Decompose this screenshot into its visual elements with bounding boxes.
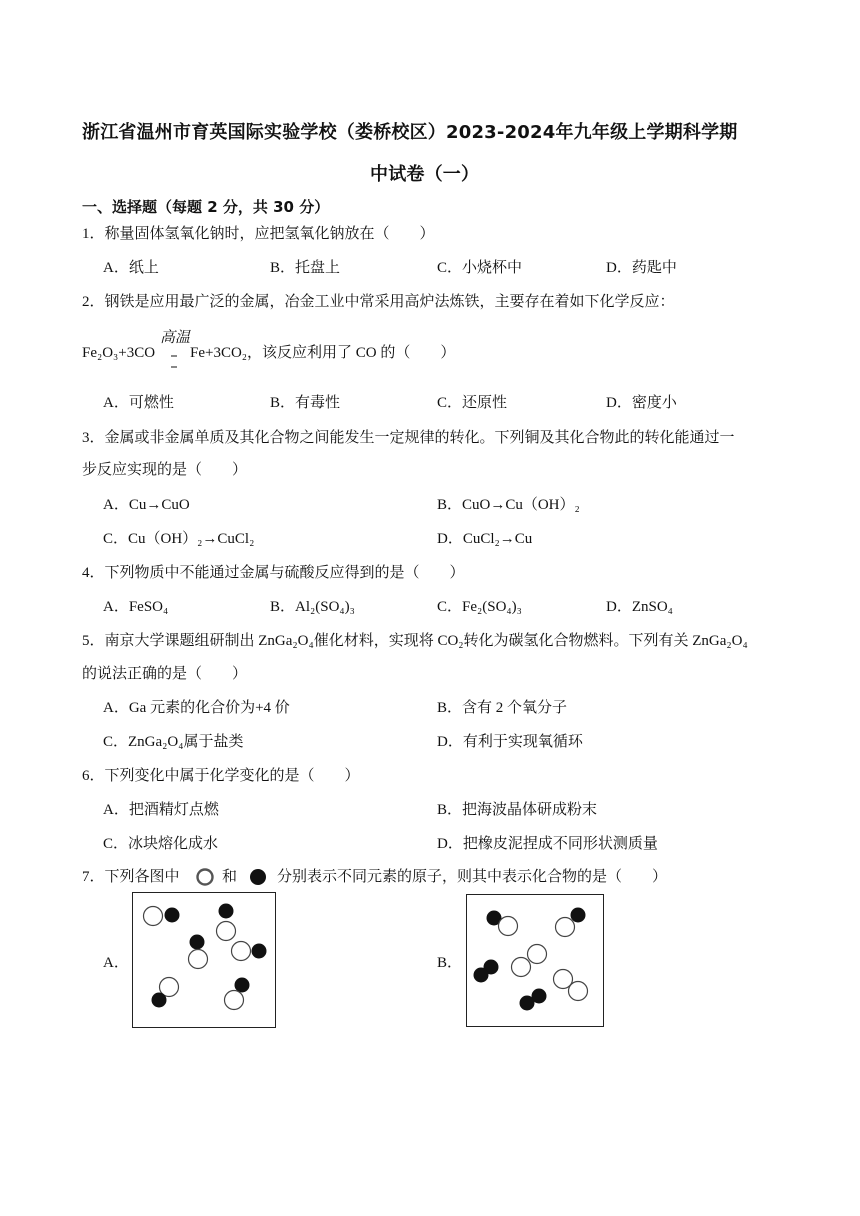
question-3-stem-line1: 3．金属或非金属单质及其化合物之间能发生一定规律的转化。下列铜及其化合物此的转化能通过一 (82, 430, 735, 446)
question-5-stem-line2: 的说法正确的是（ ） (82, 666, 248, 682)
question-1-option-b: B．托盘上 (270, 260, 341, 276)
question-7-option-b: B． (437, 955, 463, 971)
question-5-option-b: B．含有 2 个氧分子 (437, 700, 568, 716)
diagram-b (466, 894, 604, 1027)
diagram-a-black-atom (152, 993, 167, 1008)
question-2-option-b: B．有毒性 (270, 395, 341, 411)
reaction-condition: 高温 (160, 330, 191, 346)
question-4-option-d: D．ZnSO₄ (606, 599, 673, 615)
question-5-option-c: C．ZnGa₂O₄属于盐类 (103, 734, 244, 750)
question-1-option-a: A．纸上 (103, 260, 159, 276)
question-6-option-b: B．把海波晶体研成粉末 (437, 802, 598, 818)
question-1-stem: 1．称量固体氢氧化钠时，应把氢氧化钠放在（ ） (82, 226, 435, 242)
diagram-a-white-atom (189, 950, 208, 969)
section-heading: 一、选择题（每题 2 分，共 30 分） (82, 198, 330, 216)
diagram-b-white-atom (556, 918, 575, 937)
diagram-b-white-atom (528, 945, 547, 964)
question-2-option-d: D．密度小 (606, 395, 677, 411)
question-4-option-b: B．Al₂(SO₄)₃ (270, 599, 355, 615)
question-4-stem: 4．下列物质中不能通过金属与硫酸反应得到的是（ ） (82, 565, 465, 581)
equation-left: Fe₂O₃+3CO (82, 345, 156, 361)
question-7-option-a: A． (103, 955, 129, 971)
diagram-b-white-atom (499, 917, 518, 936)
diagram-b-black-atom (571, 908, 586, 923)
question-3-option-b: B．CuO→Cu（OH）₂ (437, 497, 580, 513)
question-4-option-a: A．FeSO₄ (103, 599, 169, 615)
diagram-a-black-atom (219, 904, 234, 919)
diagram-a-white-atom (144, 907, 163, 926)
question-2-option-a: A．可燃性 (103, 395, 174, 411)
question-7-stem-b: 和 (222, 869, 238, 885)
question-2-stem: 2．钢铁是应用最广泛的金属，冶金工业中常采用高炉法炼铁，主要存在着如下化学反应： (82, 294, 675, 310)
diagram-a-black-atom (235, 978, 250, 993)
diagram-a-white-atom (217, 922, 236, 941)
diagram-a (132, 892, 276, 1028)
white-atom-icon (195, 867, 215, 887)
diagram-a-white-atom (232, 942, 251, 961)
question-5-option-d: D．有利于实现氧循环 (437, 734, 583, 750)
page-title-line2: 中试卷（一） (370, 164, 480, 185)
diagram-b-white-atom (512, 958, 531, 977)
question-3-stem-line2: 步反应实现的是（ ） (82, 462, 248, 478)
question-2-option-c: C．还原性 (437, 395, 508, 411)
question-3-option-c: C．Cu（OH）₂→CuCl₂ (103, 531, 255, 547)
question-1-option-d: D．药匙中 (606, 260, 677, 276)
question-6-option-c: C．冰块熔化成水 (103, 836, 219, 852)
equation-right: Fe+3CO₂，该反应利用了 CO 的（ ） (190, 345, 456, 361)
diagram-b-black-atom (474, 968, 489, 983)
question-4-option-c: C．Fe₂(SO₄)₃ (437, 599, 522, 615)
question-3-option-d: D．CuCl₂→Cu (437, 531, 533, 547)
diagram-a-black-atom (252, 944, 267, 959)
diagram-a-white-atom (225, 991, 244, 1010)
question-6-option-a: A．把酒精灯点燃 (103, 802, 219, 818)
question-5-option-a: A．Ga 元素的化合价为+4 价 (103, 700, 290, 716)
diagram-b-black-atom (520, 996, 535, 1011)
black-atom-icon (248, 867, 268, 887)
question-6-option-d: D．把橡皮泥捏成不同形状测质量 (437, 836, 658, 852)
diagram-a-black-atom (165, 908, 180, 923)
question-1-option-c: C．小烧杯中 (437, 260, 523, 276)
diagram-b-white-atom (569, 982, 588, 1001)
diagram-a-black-atom (190, 935, 205, 950)
page-title-line1: 浙江省温州市育英国际实验学校（娄桥校区）2023-2024年九年级上学期科学期 (82, 122, 738, 143)
question-5-stem-line1: 5．南京大学课题组研制出 ZnGa₂O₄催化材料，实现将 CO₂转化为碳氢化合物燃料。下列有关 ZnGa₂O₄ (82, 633, 748, 649)
question-6-stem: 6．下列变化中属于化学变化的是（ ） (82, 768, 360, 784)
question-7-stem-a: 7．下列各图中 (82, 869, 180, 885)
question-7-stem-c: 分别表示不同元素的原子，则其中表示化合物的是（ ） (277, 869, 668, 885)
equation-arrow-marks (168, 351, 180, 373)
question-3-option-a: A．Cu→CuO (103, 497, 190, 513)
